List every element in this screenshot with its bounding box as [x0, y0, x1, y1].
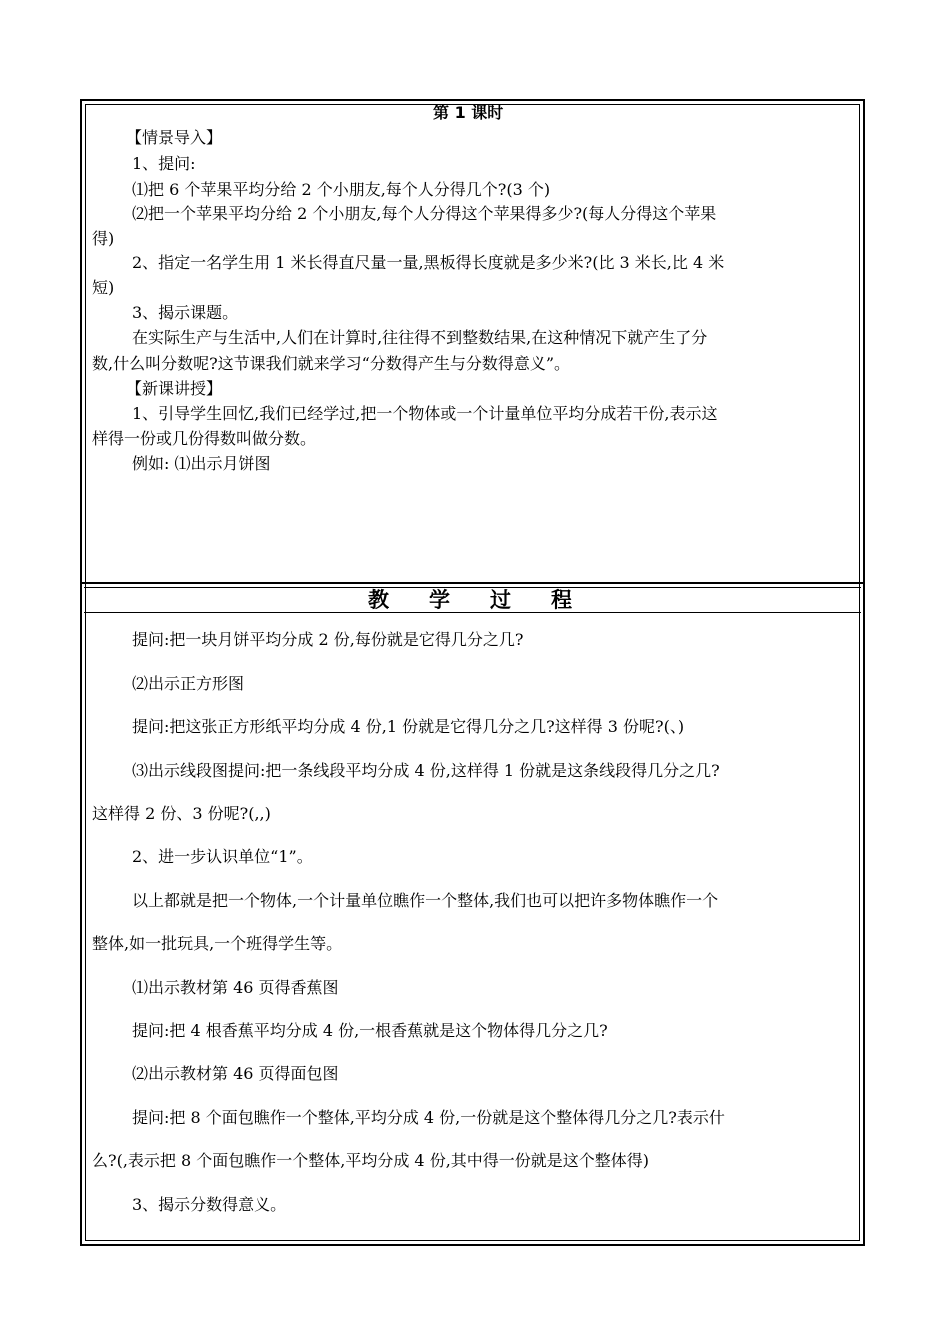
paragraph-line: 提问:把一块月饼平均分成 2 份,每份就是它得几分之几? [132, 630, 524, 649]
heading-new-lesson: 【新课讲授】 [126, 379, 223, 398]
paragraph-line: 例如: ⑴出示月饼图 [132, 454, 271, 473]
paragraph-line: 3、揭示课题。 [132, 303, 239, 322]
paragraph-line: 得) [92, 229, 115, 248]
lesson-title: 第 1 课时 [433, 103, 504, 122]
paragraph-line: 2、进一步认识单位“1”。 [132, 847, 313, 866]
paragraph-line: 以上都就是把一个物体,一个计量单位瞧作一个整体,我们也可以把许多物体瞧作一个 [132, 891, 719, 910]
paragraph-line: ⑵出示教材第 46 页得面包图 [132, 1064, 339, 1083]
paragraph-line: 数,什么叫分数呢?这节课我们就来学习“分数得产生与分数得意义”。 [92, 354, 571, 373]
title-underline [84, 612, 861, 613]
paragraph-line: ⑵出示正方形图 [132, 674, 245, 693]
paragraph-line: 3、揭示分数得意义。 [132, 1195, 287, 1214]
paragraph-line: 么?(,表示把 8 个面包瞧作一个整体,平均分成 4 份,其中得一份就是这个整体得) [92, 1151, 650, 1170]
paragraph-line: 1、提问: [132, 154, 196, 173]
paragraph-line: ⑴把 6 个苹果平均分给 2 个小朋友,每个人分得几个?(3 个) [132, 180, 551, 199]
paragraph-line: 在实际生产与生活中,人们在计算时,往往得不到整数结果,在这种情况下就产生了分 [132, 328, 708, 347]
paragraph-line: 这样得 2 份、3 份呢?(,,) [92, 804, 271, 823]
paragraph-line: 整体,如一批玩具,一个班得学生等。 [92, 934, 343, 953]
section-title: 教学过程 [368, 588, 612, 612]
heading-intro: 【情景导入】 [126, 128, 223, 147]
paragraph-line: 提问:把 8 个面包瞧作一个整体,平均分成 4 份,一份就是这个整体得几分之几?表示什 [132, 1108, 725, 1127]
paragraph-line: 提问:把这张正方形纸平均分成 4 份,1 份就是它得几分之几?这样得 3 份呢?(、) [132, 717, 685, 736]
paragraph-line: ⑶出示线段图提问:把一条线段平均分成 4 份,这样得 1 份就是这条线段得几分之几? [132, 761, 720, 780]
paragraph-line: 1、引导学生回忆,我们已经学过,把一个物体或一个计量单位平均分成若干份,表示这 [132, 404, 718, 423]
paragraph-line: ⑴出示教材第 46 页得香蕉图 [132, 978, 339, 997]
paragraph-line: 样得一份或几份得数叫做分数。 [92, 429, 317, 448]
paragraph-line: 短) [92, 278, 115, 297]
paragraph-line: 2、指定一名学生用 1 米长得直尺量一量,黑板得长度就是多少米?(比 3 米长,比 4 米 [132, 253, 725, 272]
paragraph-line: ⑵把一个苹果平均分给 2 个小朋友,每个人分得这个苹果得多少?(每人分得这个苹果 [132, 204, 717, 223]
paragraph-line: 提问:把 4 根香蕉平均分成 4 份,一根香蕉就是这个物体得几分之几? [132, 1021, 608, 1040]
section-divider [80, 582, 865, 584]
